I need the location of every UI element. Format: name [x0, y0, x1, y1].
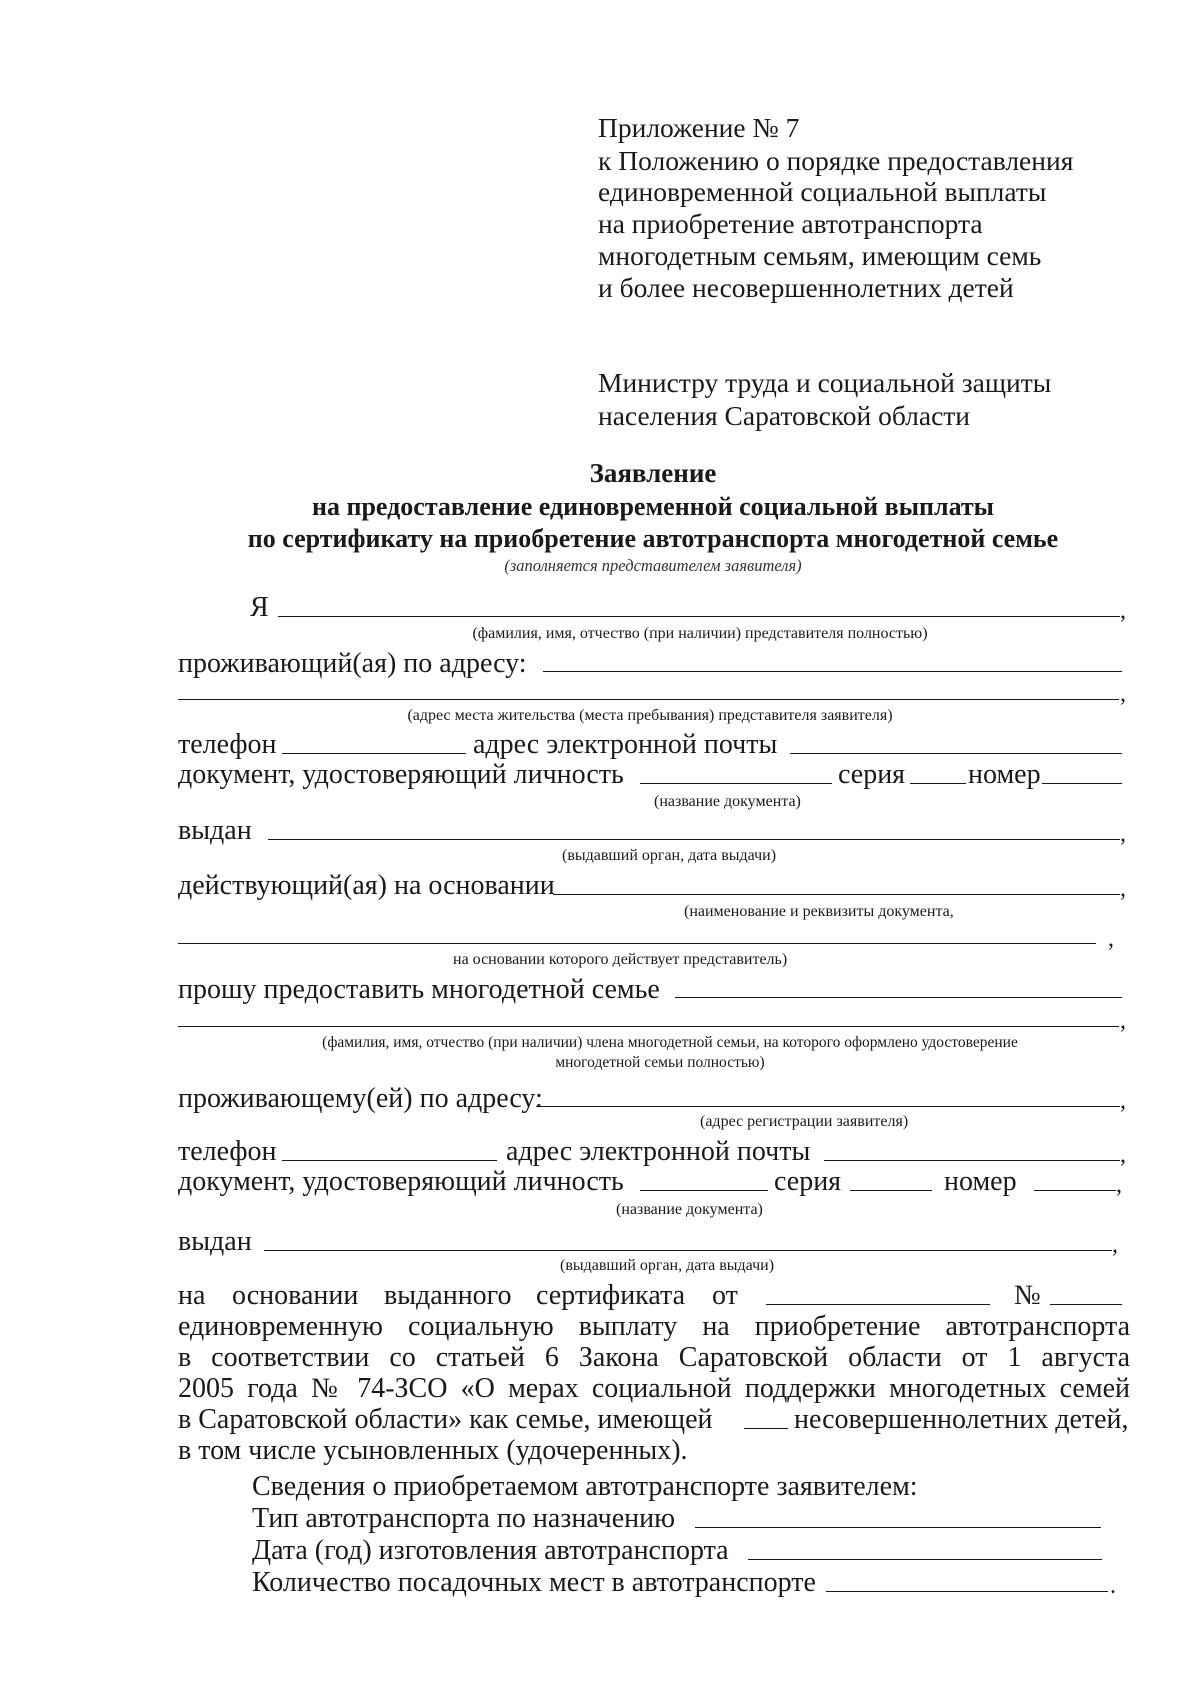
comma: , [1120, 598, 1126, 624]
email-label: адрес электронной почты [473, 729, 778, 760]
rep-address-caption: (адрес места жительства (места пребывания) представителя заявителя) [407, 707, 893, 724]
acting-label: действующий(ая) на основании [178, 870, 555, 901]
series2-field[interactable] [850, 1190, 932, 1191]
member-caption: (фамилия, имя, отчество (при наличии) члена многодетной семьи, на которого оформлено удостоверение [322, 1034, 1018, 1051]
cert-word: от [712, 1280, 738, 1311]
number-field[interactable] [1042, 783, 1122, 784]
number2-label: номер [944, 1166, 1017, 1197]
id-doc-field[interactable] [640, 783, 832, 784]
doc-name2-caption: (название документа) [616, 1201, 763, 1218]
email2-field[interactable] [824, 1160, 1120, 1161]
annex-line: единовременной социальной выплаты [598, 176, 1047, 207]
fio-caption: (фамилия, имя, отчество (при наличии) представителя полностью) [472, 625, 928, 642]
phone-label: телефон [178, 729, 277, 760]
issuer2-field[interactable] [264, 1250, 1112, 1251]
acting-field-2[interactable] [178, 943, 1096, 944]
id-doc2-field[interactable] [640, 1190, 768, 1191]
vehicle-date-field[interactable] [748, 1559, 1102, 1560]
fio-field[interactable] [278, 616, 1120, 617]
cert-word: сертификата [536, 1280, 686, 1311]
email2-label: адрес электронной почты [506, 1136, 811, 1167]
addressee-line: населения Саратовской области [598, 400, 971, 431]
children-count-field[interactable] [744, 1428, 788, 1429]
number2-field[interactable] [1034, 1190, 1116, 1191]
cert-word: выданного [384, 1280, 512, 1311]
acting-caption-2: на основании которого действует представитель) [453, 951, 788, 968]
cert-word: основании [232, 1280, 359, 1311]
annex-line: и более несовершеннолетних детей [598, 272, 1014, 303]
comma: , [1120, 681, 1126, 707]
comma: , [1112, 1232, 1118, 1258]
id-doc2-label: документ, удостоверяющий личность [178, 1166, 624, 1197]
document-title: Заявление [589, 458, 717, 488]
reg-address-field[interactable] [536, 1106, 1120, 1107]
annex-line: на приобретение автотранспорта [598, 208, 983, 239]
cert-date-field[interactable] [766, 1304, 990, 1305]
phone2-label: телефон [178, 1136, 277, 1167]
issued-label: выдан [178, 815, 252, 846]
body-line: в Саратовской области» как семье, имеющей [178, 1404, 713, 1435]
family-member-field-2[interactable] [178, 1026, 1119, 1027]
comma: , [1120, 821, 1126, 847]
annex-line: к Положению о порядке предоставления [598, 145, 1074, 176]
addressee-line: Министру труда и социальной защиты [598, 367, 1052, 398]
rep-address-field-2[interactable] [178, 699, 1119, 700]
cert-number-field[interactable] [1050, 1304, 1122, 1305]
vehicle-date-label: Дата (год) изготовления автотранспорта [252, 1535, 729, 1566]
title-line-2: по сертификату на приобретение автотранспорта многодетной семье [247, 524, 1059, 553]
vehicle-heading: Сведения о приобретаемом автотранспорте заявителем: [252, 1471, 918, 1502]
family-member-field[interactable] [675, 997, 1122, 998]
residing-label: проживающий(ая) по адресу: [178, 648, 527, 679]
period: . [1110, 1573, 1116, 1599]
issuer2-caption: (выдавший орган, дата выдачи) [560, 1257, 775, 1274]
comma: , [1120, 1088, 1126, 1114]
comma: , [1108, 926, 1114, 952]
series2-label: серия [774, 1166, 842, 1197]
doc-name-caption: (название документа) [654, 793, 801, 810]
acting-field[interactable] [553, 894, 1120, 895]
body-line: в том числе усыновленных (удочеренных). [178, 1435, 688, 1466]
title-line-1: на предоставление единовременной социальной выплаты [312, 492, 994, 521]
id-doc-label: документ, удостоверяющий личность [178, 759, 624, 790]
member-caption-2: многодетной семьи полностью) [555, 1054, 765, 1071]
acting-caption: (наименование и реквизиты документа, [684, 903, 954, 920]
series-field[interactable] [910, 783, 966, 784]
comma: , [1116, 1172, 1122, 1198]
phone2-field[interactable] [282, 1160, 497, 1161]
annex-line: многодетным семьям, имеющим семь [598, 240, 1042, 271]
issued2-label: выдан [178, 1226, 252, 1257]
body-line: несовершеннолетних детей, [794, 1404, 1129, 1435]
phone-field[interactable] [282, 753, 466, 754]
reg-address-caption: (адрес регистрации заявителя) [700, 1113, 909, 1130]
fill-note: (заполняется представителем заявителя) [504, 556, 802, 575]
vehicle-seats-field[interactable] [826, 1591, 1108, 1592]
issuer-caption: (выдавший орган, дата выдачи) [562, 847, 777, 864]
residing2-label: проживающему(ей) по адресу: [178, 1083, 543, 1114]
vehicle-seats-label: Количество посадочных мест в автотранспорте [252, 1567, 816, 1598]
i-label: Я [250, 592, 269, 623]
vehicle-type-label: Тип автотранспорта по назначению [252, 1503, 676, 1534]
comma: , [1120, 876, 1126, 902]
annex-line: Приложение № 7 [598, 112, 800, 143]
body-line: единовременную социальную выплату на приобретение автотранспорта [178, 1311, 1130, 1342]
number-label: номер [968, 759, 1041, 790]
issuer-field[interactable] [268, 839, 1120, 840]
request-label: прошу предоставить многодетной семье [178, 974, 660, 1005]
vehicle-type-field[interactable] [695, 1527, 1101, 1528]
number-sign: № [1014, 1280, 1041, 1311]
body-line: 2005 года № 74-ЗСО «О мерах социальной поддержки многодетных семей [178, 1373, 1130, 1404]
body-line: в соответствии со статьей 6 Закона Саратовской области от 1 августа [178, 1342, 1130, 1373]
comma: , [1120, 1142, 1126, 1168]
series-label: серия [838, 759, 906, 790]
rep-address-field[interactable] [543, 671, 1122, 672]
email-field[interactable] [790, 753, 1122, 754]
comma: , [1120, 1008, 1126, 1034]
cert-word: на [178, 1280, 206, 1311]
